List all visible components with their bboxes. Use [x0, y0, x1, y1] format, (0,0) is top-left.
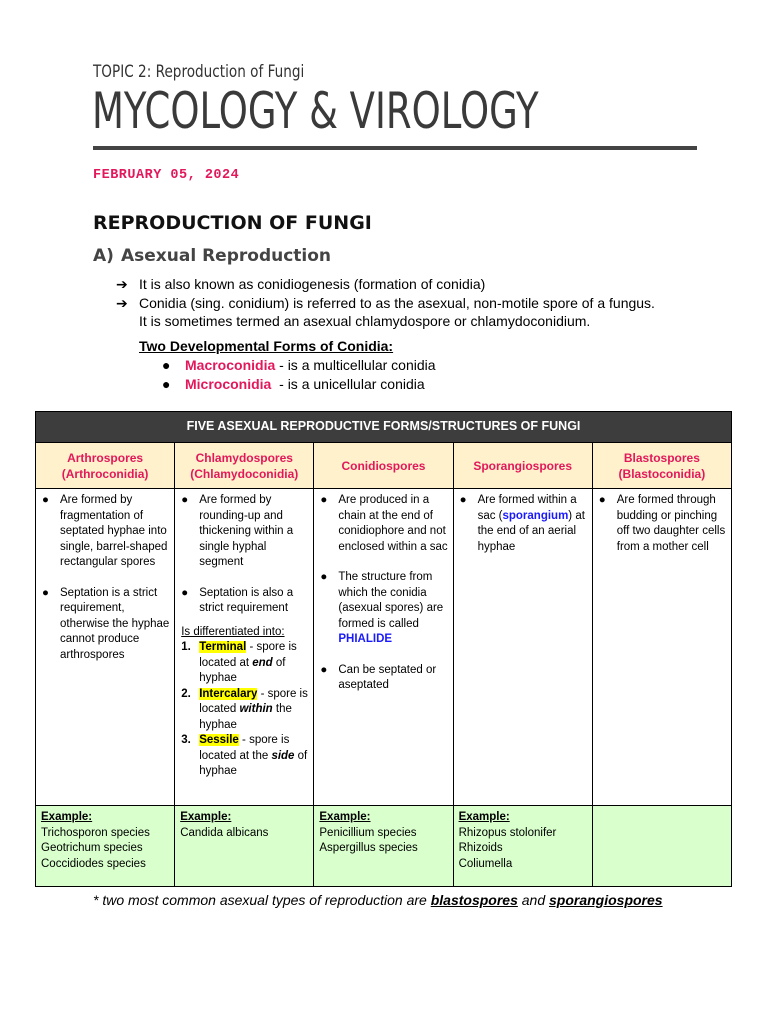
differentiated-label: Is differentiated into:	[181, 625, 285, 638]
column-header: Conidiospores	[314, 443, 453, 489]
sporangiospores-cell: ● Are formed within a sac (sporangium) at the end of an aerial hyphae	[453, 489, 592, 806]
conidiospores-cell: ● Are produced in a chain at the end of conidiophore and not enclosed within a sac ● The structure from which the conidia (asexual spores) are formed is called PHIALIDE ● Can be septated or aseptated	[314, 489, 453, 806]
subsection-heading	[93, 246, 331, 266]
column-header: Chlamydospores (Chlamydoconidia)	[175, 443, 314, 489]
bullet-icon: ●	[320, 571, 328, 583]
topic-label: TOPIC 2: Reproduction of Fungi	[93, 62, 305, 82]
example-cell: Example: Penicillium species Aspergillus species	[314, 806, 453, 887]
bullet-icon: ●	[162, 375, 171, 392]
blastospores-cell: ● Are formed through budding or pinching off two daughter cells from a mother cell	[592, 489, 731, 806]
bullet-icon: ●	[162, 357, 171, 373]
table-row	[36, 489, 732, 806]
right-arrow-icon: ➔	[116, 294, 128, 311]
bullet-icon: ●	[181, 494, 189, 506]
example-cell-empty	[592, 806, 731, 887]
form-term: Macroconidia	[185, 357, 276, 373]
section-heading: REPRODUCTION OF FUNGI	[93, 212, 372, 234]
arrow-list	[116, 275, 655, 331]
page-title: MYCOLOGY & VIROLOGY	[92, 82, 539, 140]
example-cell: Example: Rhizopus stolonifer Rhizoids Coliumella	[453, 806, 592, 887]
bullet-icon: ●	[42, 586, 49, 599]
arrow-item-continuation	[116, 312, 655, 331]
two-forms-title: Two Developmental Forms of Conidia:	[139, 338, 394, 354]
arrow-item	[116, 275, 655, 294]
bullet-icon: ●	[320, 494, 328, 506]
arrow-item-text: Conidia (sing. conidium) is referred to as the asexual, non-motile spore of a fungus.	[139, 294, 655, 311]
table-header-row	[36, 443, 732, 489]
examples-row	[36, 806, 732, 887]
bullet-icon: ●	[598, 494, 606, 506]
subsection-prefix: A)	[93, 246, 114, 266]
table-caption: FIVE ASEXUAL REPRODUCTIVE FORMS/STRUCTURES OF FUNGI	[36, 412, 732, 443]
bullet-icon: ●	[459, 494, 467, 506]
title-divider	[93, 146, 697, 150]
bullet-icon: ●	[181, 586, 189, 599]
list-item	[162, 356, 436, 375]
bullet-icon: ●	[320, 663, 328, 676]
column-header: Arthrospores (Arthroconidia)	[36, 443, 175, 489]
column-header: Blastospores (Blastoconidia)	[592, 443, 731, 489]
date-label: FEBRUARY 05, 2024	[93, 168, 240, 183]
form-desc: - is a multicellular conidia	[275, 357, 436, 373]
form-desc: - is a unicellular conidia	[271, 375, 425, 392]
fungi-table	[35, 411, 732, 887]
arrow-item-text: It is sometimes termed an asexual chlamydospore or chlamydoconidium.	[139, 313, 591, 329]
footnote: * two most common asexual types of reproduction are blastospores and sporangiospores	[93, 892, 663, 908]
right-arrow-icon: ➔	[116, 276, 128, 292]
example-cell: Example: Trichosporon species Geotrichum species Coccidiodes species	[36, 806, 175, 887]
forms-list	[162, 356, 436, 393]
column-header: Sporangiospores	[453, 443, 592, 489]
arrow-item	[116, 294, 655, 313]
subsection-title: Asexual Reproduction	[121, 246, 332, 266]
arrow-item-text: It is also known as conidiogenesis (formation of conidia)	[139, 276, 486, 292]
form-term: Microconidia	[185, 375, 272, 392]
bullet-icon: ●	[42, 494, 49, 506]
list-item	[162, 375, 436, 394]
arthrospores-cell: ● Are formed by fragmentation of septated hyphae into single, barrel-shaped rectangular spores ● Septation is a strict requirement, otherwise the hyphae cannot produce arthrospores	[36, 489, 175, 806]
example-cell: Example: Candida albicans	[175, 806, 314, 887]
chlamydospores-cell: ● Are formed by rounding-up and thickening within a single hyphal segment ● Septation is also a strict requirement Is differentiated into: 1. Terminal - spore is located at end of hyphae 2. Intercalary - spore is located within the hyphae 3. Sessile - spore is located at the side of hyphae	[175, 489, 314, 806]
